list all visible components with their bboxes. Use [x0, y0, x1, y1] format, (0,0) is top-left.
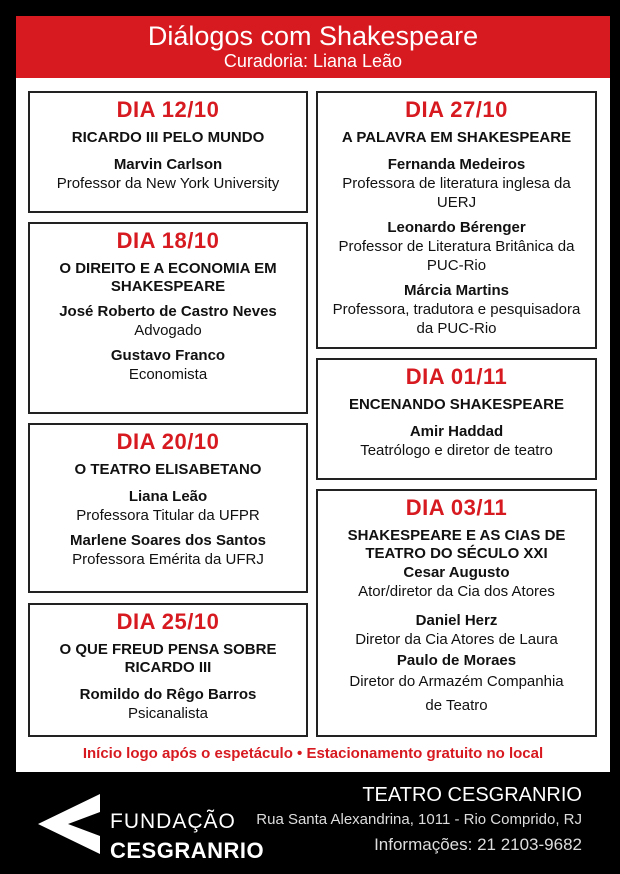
session-card	[28, 222, 308, 414]
speaker-name: Amir Haddad	[409, 423, 504, 440]
speaker-name: Leonardo Bérenger	[387, 219, 526, 236]
session-day: DIA 25/10	[116, 609, 220, 634]
speaker-role: Professora Titular da UFPR	[76, 507, 260, 524]
session-card	[316, 489, 597, 737]
session-topic: A PALAVRA EM SHAKESPEARE	[341, 129, 572, 146]
speaker-name: Marlene Soares dos Santos	[70, 532, 266, 549]
page-title: Diálogos com Shakespeare	[147, 21, 479, 51]
arrow-logo-icon	[38, 790, 108, 856]
logo-line-1: FUNDAÇÃO	[110, 810, 236, 833]
session-topic: O QUE FREUD PENSA SOBRE RICARDO III	[59, 641, 277, 676]
session-day: DIA 20/10	[116, 429, 220, 454]
session-day: DIA 03/11	[405, 495, 508, 520]
session-card	[28, 423, 308, 593]
session-topic: O DIREITO E A ECONOMIA EM SHAKESPEARE	[59, 260, 277, 295]
session-card	[316, 91, 597, 349]
speaker-role: Professor de Literatura Britânica da PUC-Rio	[338, 238, 575, 274]
speaker-name: Fernanda Medeiros	[387, 156, 526, 173]
speaker-name: Daniel Herz	[415, 612, 498, 629]
speaker-name: Cesar Augusto	[403, 564, 510, 581]
event-note: Início logo após o espetáculo • Estacionamento gratuito no local	[82, 745, 544, 762]
speaker-role: Teatrólogo e diretor de teatro	[360, 442, 553, 459]
session-day: DIA 01/11	[405, 364, 508, 389]
speaker-name: Paulo de Moraes	[396, 652, 517, 669]
session-card	[316, 358, 597, 480]
speaker-role: Diretor do Armazém Companhia de Teatro	[349, 673, 564, 714]
session-card	[28, 91, 308, 213]
session-day: DIA 27/10	[405, 97, 508, 122]
session-day: DIA 18/10	[116, 228, 220, 253]
speaker-name: Márcia Martins	[403, 282, 510, 299]
session-topic: ENCENANDO SHAKESPEARE	[348, 396, 565, 413]
speaker-name: Marvin Carlson	[113, 156, 223, 173]
speaker-name: Liana Leão	[128, 488, 208, 505]
venue-name: TEATRO CESGRANRIO	[362, 784, 582, 806]
speaker-role: Economista	[128, 366, 208, 383]
speaker-role: Professora Emérita da UFRJ	[72, 551, 264, 568]
footer-bar	[0, 772, 620, 874]
session-day: DIA 12/10	[116, 97, 220, 122]
logo-line-2: CESGRANRIO	[110, 838, 265, 863]
header-banner	[16, 16, 610, 78]
fundacao-cesgranrio-logo	[38, 790, 265, 863]
session-topic: RICARDO III PELO MUNDO	[71, 129, 265, 146]
page-subtitle: Curadoria: Liana Leão	[223, 51, 403, 71]
speaker-role: Professora de literatura inglesa da UERJ	[342, 175, 571, 211]
speaker-name: Gustavo Franco	[110, 347, 226, 364]
speaker-role: Diretor da Cia Atores de Laura	[355, 631, 558, 648]
speaker-role: Psicanalista	[127, 705, 209, 722]
session-topic: SHAKESPEARE E AS CIAS DE TEATRO DO SÉCULO XXI	[347, 527, 566, 562]
session-topic: O TEATRO ELISABETANO	[74, 461, 262, 478]
speaker-name: Romildo do Rêgo Barros	[79, 686, 257, 703]
venue-phone: Informações: 21 2103-9682	[374, 835, 582, 854]
speaker-role: Professora, tradutora e pesquisadora da PUC-Rio	[332, 301, 581, 337]
speaker-role: Ator/diretor da Cia dos Atores	[358, 583, 555, 600]
venue-info	[256, 782, 582, 858]
speaker-name: José Roberto de Castro Neves	[59, 303, 277, 320]
session-card	[28, 603, 308, 737]
venue-address: Rua Santa Alexandrina, 1011 - Rio Comprido, RJ	[256, 811, 582, 828]
speaker-role: Professor da New York University	[56, 175, 280, 192]
speaker-role: Advogado	[134, 322, 202, 339]
